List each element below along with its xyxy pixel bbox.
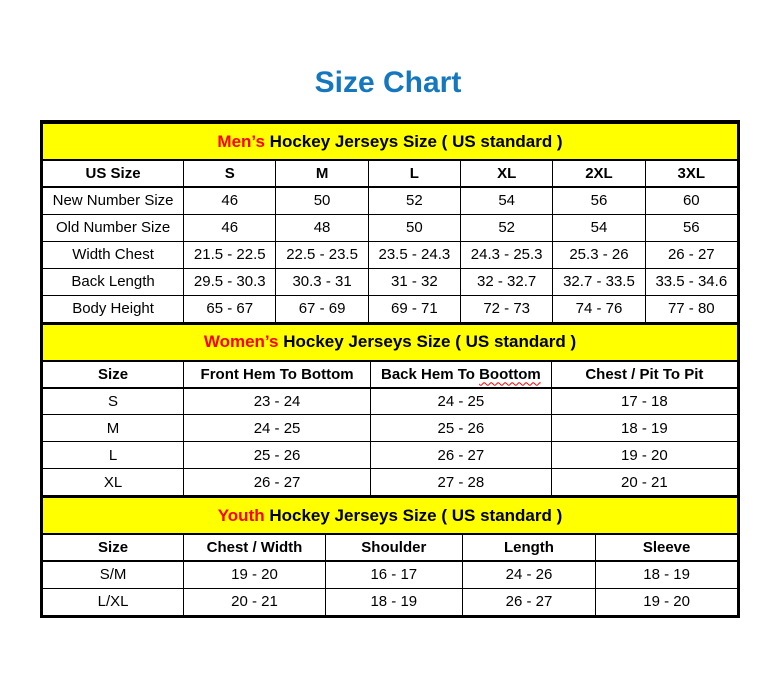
mens-row-label: Old Number Size [43, 214, 184, 241]
youth-cell: 18 - 19 [325, 588, 462, 615]
youth-header-length: Length [462, 534, 595, 561]
youth-cell: 19 - 20 [596, 588, 738, 615]
mens-row-label: Body Height [43, 295, 184, 322]
mens-cell: 67 - 69 [276, 295, 368, 322]
mens-cell: 23.5 - 24.3 [368, 241, 460, 268]
mens-cell: 29.5 - 30.3 [184, 268, 276, 295]
mens-cell: 54 [461, 187, 553, 214]
mens-cell: 46 [184, 214, 276, 241]
mens-cell: 25.3 - 26 [553, 241, 645, 268]
mens-header-l: L [368, 160, 460, 187]
mens-cell: 50 [276, 187, 368, 214]
table-row [43, 442, 738, 469]
size-chart-tables [40, 120, 740, 618]
youth-cell: 18 - 19 [596, 561, 738, 588]
youth-cell: 24 - 26 [462, 561, 595, 588]
youth-header-row [43, 534, 738, 561]
mens-cell: 32.7 - 33.5 [553, 268, 645, 295]
mens-size-table [42, 122, 738, 323]
youth-header-size: Size [43, 534, 184, 561]
mens-header-s: S [184, 160, 276, 187]
mens-banner [43, 123, 738, 160]
table-row [43, 295, 738, 322]
mens-cell: 50 [368, 214, 460, 241]
youth-cell: 16 - 17 [325, 561, 462, 588]
table-row [43, 588, 738, 615]
mens-cell: 30.3 - 31 [276, 268, 368, 295]
womens-cell: 19 - 20 [551, 442, 737, 469]
mens-cell: 33.5 - 34.6 [645, 268, 737, 295]
womens-header-back-hem [371, 361, 552, 388]
womens-size-table [42, 323, 738, 497]
youth-cell: 19 - 20 [184, 561, 326, 588]
mens-header-xl: XL [461, 160, 553, 187]
table-row [43, 469, 738, 496]
youth-header-shoulder: Shoulder [325, 534, 462, 561]
womens-cell: 26 - 27 [371, 442, 552, 469]
womens-header-size: Size [43, 361, 184, 388]
womens-cell: 18 - 19 [551, 415, 737, 442]
mens-cell: 22.5 - 23.5 [276, 241, 368, 268]
mens-row-label: New Number Size [43, 187, 184, 214]
womens-row-label: M [43, 415, 184, 442]
mens-header-us-size: US Size [43, 160, 184, 187]
youth-row-label: S/M [43, 561, 184, 588]
youth-banner-highlight: Youth [217, 505, 265, 525]
mens-cell: 24.3 - 25.3 [461, 241, 553, 268]
youth-banner-row [43, 497, 738, 534]
mens-cell: 56 [645, 214, 737, 241]
womens-cell: 23 - 24 [184, 388, 371, 415]
womens-header-row [43, 361, 738, 388]
table-row [43, 388, 738, 415]
mens-cell: 26 - 27 [645, 241, 737, 268]
womens-cell: 27 - 28 [371, 469, 552, 496]
womens-banner-highlight: Women’s [203, 332, 279, 351]
mens-cell: 48 [276, 214, 368, 241]
mens-cell: 69 - 71 [368, 295, 460, 322]
womens-cell: 24 - 25 [184, 415, 371, 442]
womens-cell: 26 - 27 [184, 469, 371, 496]
womens-row-label: L [43, 442, 184, 469]
youth-banner-text: Hockey Jerseys Size ( US standard ) [264, 505, 563, 525]
womens-header-chest: Chest / Pit To Pit [551, 361, 737, 388]
youth-cell: 26 - 27 [462, 588, 595, 615]
womens-cell: 17 - 18 [551, 388, 737, 415]
mens-cell: 52 [461, 214, 553, 241]
page-title: Size Chart [314, 66, 462, 99]
youth-cell: 20 - 21 [184, 588, 326, 615]
womens-header-front-hem: Front Hem To Bottom [184, 361, 371, 388]
table-row [43, 214, 738, 241]
youth-banner [43, 497, 738, 534]
youth-size-table [42, 496, 738, 616]
table-row [43, 561, 738, 588]
back-hem-prefix: Back Hem To [381, 365, 480, 383]
table-row [43, 241, 738, 268]
mens-header-m: M [276, 160, 368, 187]
womens-banner-row [43, 324, 738, 361]
mens-cell: 56 [553, 187, 645, 214]
womens-row-label: S [43, 388, 184, 415]
mens-cell: 46 [184, 187, 276, 214]
back-hem-misspelled-word: Boottom [479, 365, 541, 383]
mens-banner-text: Hockey Jerseys Size ( US standard ) [264, 131, 563, 151]
mens-cell: 72 - 73 [461, 295, 553, 322]
womens-cell: 25 - 26 [184, 442, 371, 469]
mens-header-row [43, 160, 738, 187]
womens-banner-text: Hockey Jerseys Size ( US standard ) [278, 332, 577, 351]
womens-cell: 24 - 25 [371, 388, 552, 415]
mens-cell: 65 - 67 [184, 295, 276, 322]
mens-header-2xl: 2XL [553, 160, 645, 187]
mens-header-3xl: 3XL [645, 160, 737, 187]
mens-cell: 74 - 76 [553, 295, 645, 322]
mens-cell: 60 [645, 187, 737, 214]
mens-row-label: Back Length [43, 268, 184, 295]
womens-banner [43, 324, 738, 361]
mens-cell: 54 [553, 214, 645, 241]
mens-cell: 52 [368, 187, 460, 214]
mens-cell: 32 - 32.7 [461, 268, 553, 295]
table-row [43, 268, 738, 295]
table-row [43, 187, 738, 214]
womens-cell: 25 - 26 [371, 415, 552, 442]
youth-header-chest-width: Chest / Width [184, 534, 326, 561]
mens-banner-highlight: Men’s [217, 131, 265, 151]
womens-row-label: XL [43, 469, 184, 496]
table-row [43, 415, 738, 442]
mens-cell: 77 - 80 [645, 295, 737, 322]
mens-banner-row [43, 123, 738, 160]
mens-cell: 21.5 - 22.5 [184, 241, 276, 268]
mens-cell: 31 - 32 [368, 268, 460, 295]
mens-row-label: Width Chest [43, 241, 184, 268]
womens-cell: 20 - 21 [551, 469, 737, 496]
youth-header-sleeve: Sleeve [596, 534, 738, 561]
youth-row-label: L/XL [43, 588, 184, 615]
